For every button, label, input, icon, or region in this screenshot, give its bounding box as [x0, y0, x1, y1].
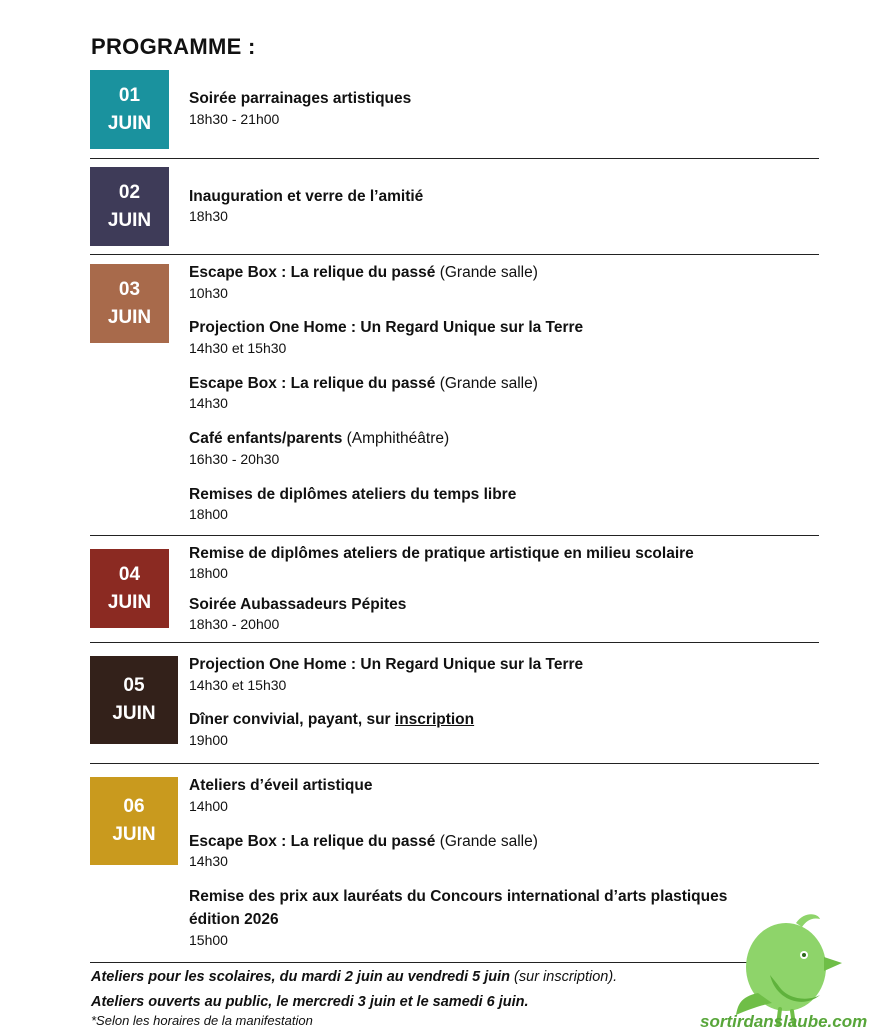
date-month: JUIN	[112, 703, 156, 724]
divider	[90, 763, 819, 764]
event-title: Inauguration et verre de l’amitié	[189, 188, 424, 205]
footer-line1-paren: (sur inscription).	[514, 969, 618, 985]
event-time: 18h00	[189, 565, 228, 581]
date-month: JUIN	[107, 209, 152, 231]
footer-note: *Selon les horaires de la manifestation	[91, 1013, 313, 1028]
event-title-main: Escape Box : La relique du passé	[189, 833, 436, 850]
event-time: 14h30 et 15h30	[189, 677, 287, 693]
date-month: JUIN	[107, 591, 152, 613]
date-badge-01	[90, 70, 169, 149]
event-title-main: Café enfants/parents	[189, 430, 343, 447]
event-title: Projection One Home : Un Regard Unique sur la Terre	[189, 319, 584, 336]
date-day: 05	[123, 675, 145, 696]
date-badge-05	[90, 656, 178, 744]
date-day: 01	[118, 84, 141, 106]
event-title	[189, 263, 538, 283]
event-title	[189, 832, 538, 852]
date-month: JUIN	[107, 112, 152, 134]
event-title	[189, 710, 474, 730]
event-time: 16h30 - 20h30	[189, 451, 280, 467]
footer-public-workshops: Ateliers ouverts au public, le mercredi 3 juin et le samedi 6 juin.	[91, 994, 529, 1010]
event-title	[189, 374, 538, 394]
divider	[90, 642, 819, 643]
event-title-main: Escape Box : La relique du passé	[189, 375, 436, 392]
event-time: 14h30	[189, 853, 228, 869]
event-location: (Amphithéâtre)	[346, 430, 450, 447]
event-time: 10h30	[189, 285, 228, 301]
event-time: 14h30 et 15h30	[189, 340, 287, 356]
event-title: Remise des prix aux lauréats du Concours international d’arts plastiques	[189, 888, 728, 905]
date-day: 02	[118, 181, 141, 203]
inscription-link[interactable]: inscription	[394, 711, 475, 728]
date-badge-04	[90, 549, 169, 628]
date-badge-06	[90, 777, 178, 865]
event-title	[189, 429, 449, 449]
divider	[90, 254, 819, 255]
event-location: (Grande salle)	[439, 833, 538, 850]
event-title-main: Escape Box : La relique du passé	[189, 264, 436, 281]
footer-line1-main: Ateliers pour les scolaires, du mardi 2 juin au vendredi 5 juin	[91, 969, 511, 985]
event-time: 18h30 - 21h00	[189, 111, 280, 127]
event-title: Soirée Aubassadeurs Pépites	[189, 596, 407, 613]
event-time: 18h00	[189, 506, 228, 522]
event-title-main: Dîner convivial, payant, sur	[189, 711, 391, 728]
divider	[90, 158, 819, 159]
date-day: 06	[123, 796, 145, 817]
event-time: 19h00	[189, 732, 228, 748]
date-day: 04	[118, 563, 141, 585]
event-title: Soirée parrainages artistiques	[189, 90, 412, 107]
event-title-line2: édition 2026	[189, 911, 279, 928]
date-month: JUIN	[107, 306, 152, 328]
page-title: PROGRAMME :	[91, 34, 256, 59]
event-time: 18h30	[189, 208, 228, 224]
event-time: 15h00	[189, 932, 228, 948]
event-time: 14h30	[189, 395, 228, 411]
event-time: 14h00	[189, 798, 228, 814]
date-badge-03	[90, 264, 169, 343]
event-title: Projection One Home : Un Regard Unique sur la Terre	[189, 656, 584, 673]
event-location: (Grande salle)	[439, 264, 538, 281]
event-title: Ateliers d’éveil artistique	[189, 777, 373, 794]
event-time: 18h30 - 20h00	[189, 616, 280, 632]
divider	[90, 535, 819, 536]
event-title: Remises de diplômes ateliers du temps libre	[189, 486, 517, 503]
date-month: JUIN	[112, 824, 156, 845]
date-badge-02	[90, 167, 169, 246]
footer-school-workshops	[91, 969, 617, 985]
date-day: 03	[118, 278, 141, 300]
watermark-text: sortirdanslaube.com	[700, 1012, 868, 1031]
event-title: Remise de diplômes ateliers de pratique artistique en milieu scolaire	[189, 545, 694, 562]
event-location: (Grande salle)	[439, 375, 538, 392]
